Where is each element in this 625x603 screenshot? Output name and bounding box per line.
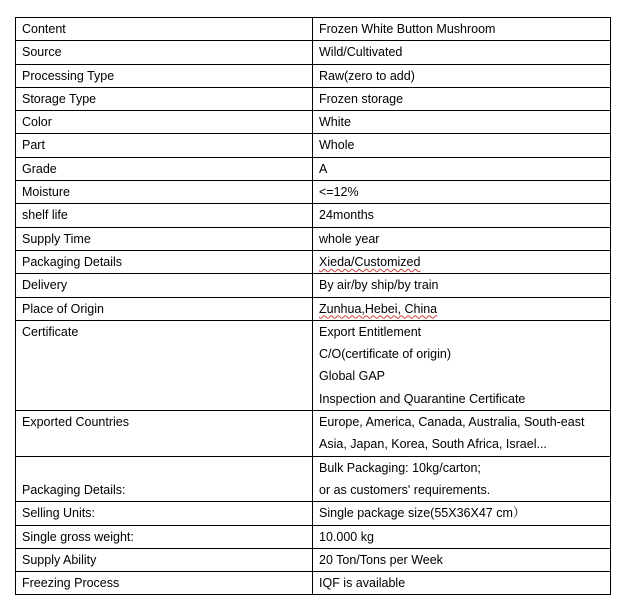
row-value-freezing-process: [313, 572, 611, 595]
row-label-single-gross-weight: Single gross weight:: [16, 525, 313, 548]
row-value-part: [313, 134, 611, 157]
row-label-storage-type: Storage Type: [16, 87, 313, 110]
value-line: or as customers' requirements.: [319, 482, 491, 497]
row-label-color: Color: [16, 111, 313, 134]
row-label-grade: Grade: [16, 157, 313, 180]
value-line: Bulk Packaging: 10kg/carton;: [319, 460, 481, 475]
table-row: [16, 274, 611, 297]
row-label-supply-time: Supply Time: [16, 227, 313, 250]
row-value-certificate: [313, 320, 611, 410]
table-row: [16, 204, 611, 227]
row-value-single-gross-weight: [313, 525, 611, 548]
row-value-delivery: [313, 274, 611, 297]
table-row: [16, 411, 611, 457]
value-line: White: [319, 115, 351, 130]
table-row: [16, 181, 611, 204]
table-row: [16, 41, 611, 64]
table-row: [16, 157, 611, 180]
table-row: [16, 548, 611, 571]
product-spec-table: [15, 17, 611, 595]
row-value-processing-type: [313, 64, 611, 87]
row-value-supply-ability: [313, 548, 611, 571]
value-line: Asia, Japan, Korea, South Africa, Israel...: [319, 437, 547, 452]
value-line: Inspection and Quarantine Certificate: [319, 391, 526, 406]
row-value-selling-units: [313, 502, 611, 525]
table-row: [16, 227, 611, 250]
table-row: [16, 572, 611, 595]
row-value-moisture: [313, 181, 611, 204]
value-line: 20 Ton/Tons per Week: [319, 552, 443, 567]
table-row: [16, 250, 611, 273]
value-line: Europe, America, Canada, Australia, South-east: [319, 415, 585, 430]
table-row: [16, 87, 611, 110]
row-value-shelf-life: [313, 204, 611, 227]
table-row: [16, 525, 611, 548]
row-label-moisture: Moisture: [16, 181, 313, 204]
value-line: Zunhua,Hebei, China: [319, 301, 438, 316]
value-line: Global GAP: [319, 369, 386, 384]
row-label-processing-type: Processing Type: [16, 64, 313, 87]
row-label-certificate: Certificate: [16, 320, 313, 410]
table-row: [16, 456, 611, 502]
table-row: [16, 320, 611, 410]
row-value-content: [313, 18, 611, 41]
value-line: <=12%: [319, 185, 359, 200]
value-line: Raw(zero to add): [319, 68, 415, 83]
row-value-color: [313, 111, 611, 134]
row-value-packaging-details: [313, 250, 611, 273]
row-value-supply-time: [313, 227, 611, 250]
row-label-freezing-process: Freezing Process: [16, 572, 313, 595]
table-row: [16, 134, 611, 157]
row-value-place-of-origin: [313, 297, 611, 320]
value-line: Single package size(55X36X47 cm）: [319, 506, 526, 521]
table-row: [16, 502, 611, 525]
row-label-part: Part: [16, 134, 313, 157]
row-value-source: [313, 41, 611, 64]
row-label-bulk-packaging: Packaging Details:: [16, 456, 313, 502]
row-label-shelf-life: shelf life: [16, 204, 313, 227]
value-line: 24months: [319, 208, 374, 223]
row-label-delivery: Delivery: [16, 274, 313, 297]
value-line: C/O(certificate of origin): [319, 347, 451, 362]
row-value-grade: [313, 157, 611, 180]
row-label-source: Source: [16, 41, 313, 64]
table-row: [16, 111, 611, 134]
value-line: Frozen White Button Mushroom: [319, 22, 496, 36]
row-label-place-of-origin: Place of Origin: [16, 297, 313, 320]
row-label-content: Content: [16, 18, 313, 41]
row-value-bulk-packaging: [313, 456, 611, 502]
row-label-supply-ability: Supply Ability: [16, 548, 313, 571]
value-line: Wild/Cultivated: [319, 45, 403, 60]
value-line: Xieda/Customized: [319, 254, 421, 269]
value-line: Frozen storage: [319, 91, 404, 106]
value-line: By air/by ship/by train: [319, 278, 439, 293]
value-line: 10.000 kg: [319, 529, 374, 544]
row-value-storage-type: [313, 87, 611, 110]
value-line: whole year: [319, 231, 380, 246]
row-label-selling-units: Selling Units:: [16, 502, 313, 525]
value-line: IQF is available: [319, 576, 406, 591]
row-value-exported-countries: [313, 411, 611, 457]
row-label-packaging-details: Packaging Details: [16, 250, 313, 273]
value-line: A: [319, 161, 328, 176]
table-row: [16, 18, 611, 41]
value-line: Whole: [319, 138, 355, 153]
table-row: [16, 297, 611, 320]
row-label-exported-countries: Exported Countries: [16, 411, 313, 457]
table-row: [16, 64, 611, 87]
value-line: Export Entitlement: [319, 324, 422, 339]
